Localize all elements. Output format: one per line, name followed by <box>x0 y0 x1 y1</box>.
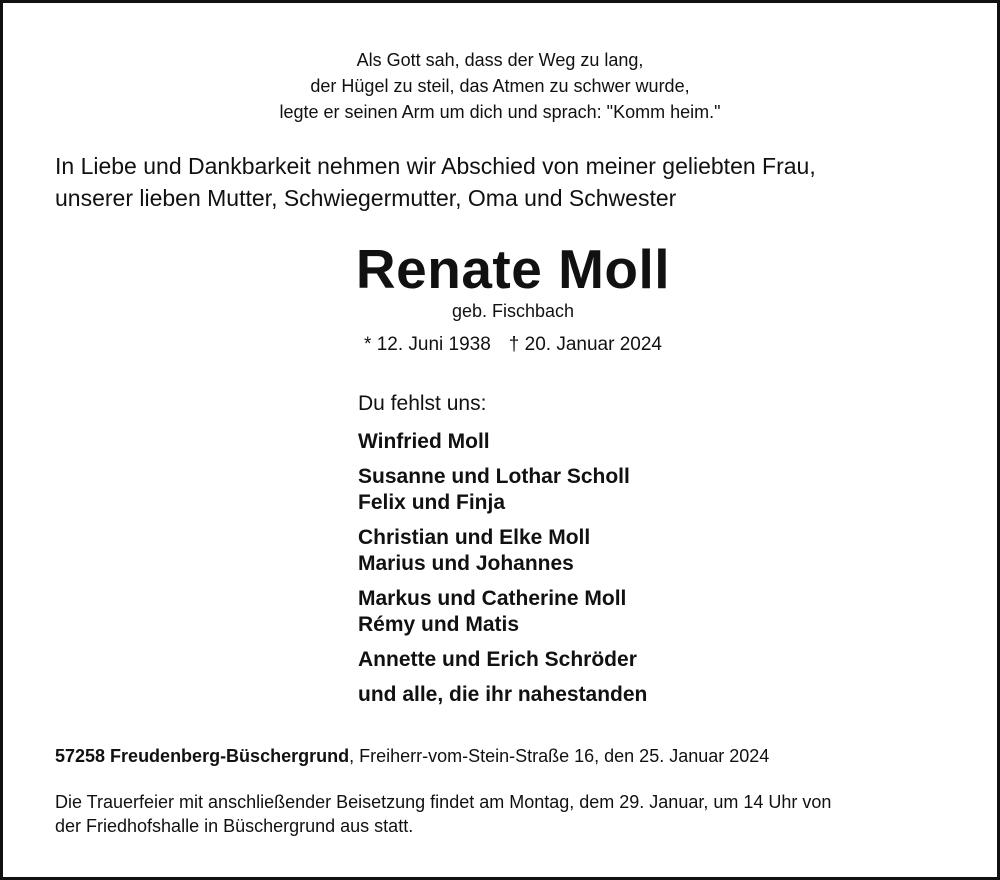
poem-line: der Hügel zu steil, das Atmen zu schwer wurde, <box>310 76 690 96</box>
mourner-line: Susanne und Lothar Scholl <box>358 465 630 488</box>
mourner-group <box>358 586 647 638</box>
mourners-heading: Du fehlst uns: <box>358 392 487 415</box>
poem-line: legte er seinen Arm um dich und sprach: "Komm heim." <box>279 102 721 122</box>
intro-line: In Liebe und Dankbarkeit nehmen wir Abschied von meiner geliebten Frau, <box>55 153 816 179</box>
mourner-group <box>358 647 647 673</box>
ceremony-line: Die Trauerfeier mit anschließender Beisetzung findet am Montag, dem 29. Januar, um 14 Uhr von <box>55 792 832 812</box>
mourner-line: Annette und Erich Schröder <box>358 648 637 671</box>
address-rest: , Freiherr-vom-Stein-Straße 16, den 25. Januar 2024 <box>349 746 770 766</box>
birth-date: * 12. Juni 1938 <box>364 334 491 355</box>
death-date: † 20. Januar 2024 <box>508 334 662 355</box>
mourner-line: Rémy und Matis <box>358 613 520 636</box>
intro-text <box>55 150 955 214</box>
ceremony-line: der Friedhofshalle in Büschergrund aus statt. <box>55 816 414 836</box>
mourner-group <box>358 464 647 516</box>
mourner-group <box>358 525 647 577</box>
mourner-line: und alle, die ihr nahestanden <box>358 683 648 706</box>
mourner-line: Felix und Finja <box>358 491 506 514</box>
life-dates <box>3 334 1000 356</box>
mourner-line: Marius und Johannes <box>358 552 574 575</box>
mourner-group <box>358 429 647 455</box>
address-line <box>55 744 955 768</box>
maiden-name: geb. Fischbach <box>451 301 575 321</box>
address-place: 57258 Freudenberg-Büschergrund <box>55 746 350 766</box>
ceremony-notice <box>55 790 965 838</box>
deceased-name: Renate Moll <box>355 238 671 300</box>
mourner-line: Christian und Elke Moll <box>358 526 591 549</box>
intro-line: unserer lieben Mutter, Schwiegermutter, Oma und Schwester <box>55 185 677 211</box>
poem <box>3 47 997 125</box>
mourner-group <box>358 682 647 708</box>
mourners-list <box>358 429 647 717</box>
mourner-line: Winfried Moll <box>358 430 490 453</box>
mourner-line: Markus und Catherine Moll <box>358 587 627 610</box>
poem-line: Als Gott sah, dass der Weg zu lang, <box>356 50 644 70</box>
